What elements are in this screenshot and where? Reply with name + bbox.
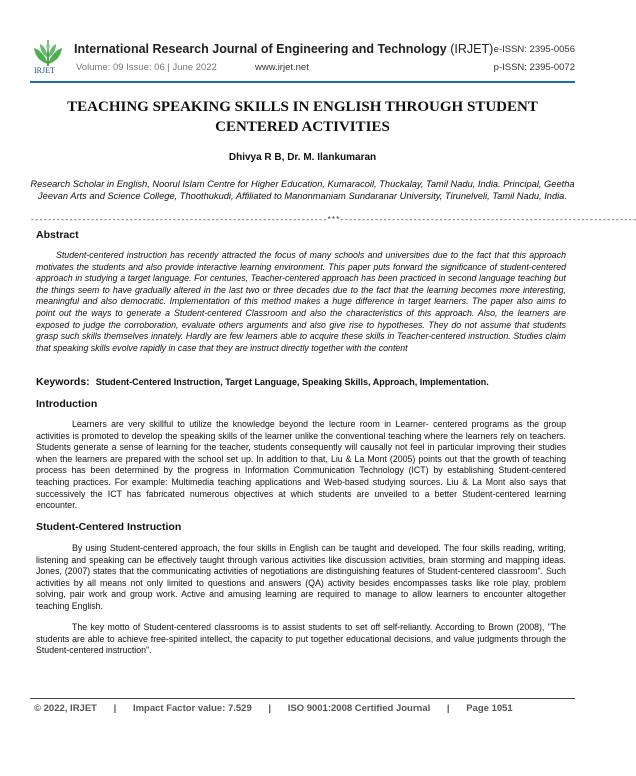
footer-separator: | (268, 703, 272, 714)
student-centered-para-1: By using Student-centered approach, the four skills in English can be taught and developed. The four skills reading, writing, listening and speaking can be effectively taught through various activities like discussion activities, brain storming and mapping ideas. Jones, (2007) states that the communicating activities of negotiations are distinguishing features of Student-centered classroom". Such activities by all means not only limited to questions and answers (QA) activity besides encompasses tasks like role play, problem solving, pair work and group work. Active and amusing learning are required to manage to allow learners to encounter altogether teaching English. (36, 543, 566, 611)
footer-separator: | (113, 703, 117, 714)
header-divider (30, 81, 575, 83)
student-centered-heading: Student-Centered Instruction (36, 521, 182, 533)
footer-iso: ISO 9001:2008 Certified Journal (287, 703, 431, 714)
page-header (30, 38, 575, 78)
student-centered-para-2: The key motto of Student-centered classrooms is to assist students to set off self-reliantly. According to Brown (2008), "The students are able to achieve free-spirited intellect, the capacity to put together educational decisions, and value judgments through the Student-centered instruction". (36, 622, 566, 656)
footer-separator: | (446, 703, 450, 714)
page-footer (34, 703, 513, 714)
journal-title (74, 42, 493, 56)
authors: Dhivya R B, Dr. M. Ilankumaran (228, 152, 377, 163)
abstract-heading: Abstract (36, 229, 79, 241)
irjet-logo (30, 38, 70, 76)
footer-impact-factor: Impact Factor value: 7.529 (132, 703, 252, 714)
website-link[interactable]: www.irjet.net (255, 62, 309, 73)
e-issn: e-ISSN: 2395-0056 (493, 44, 575, 55)
keywords (36, 376, 566, 388)
journal-name: International Research Journal of Engineering and Technology (74, 42, 447, 56)
keywords-label: Keywords: (36, 376, 90, 388)
affiliation: Research Scholar in English, Noorul Islam Centre for Higher Education, Kumaracoil, Thuckalay, Tamil Nadu, India. Principal, Geetha Jeevan Arts and Science College, Thoothukudi, Affiliated to Manonmaniam Sundaranar University, Tirunelveli, Tamil Nadu, India. (30, 179, 575, 201)
abstract-text: Student-centered instruction has recently attracted the focus of many schools and universities due to the fact that this approach motivates the students and also provide interactive learning environment. This paper puts forward the significance of student-centered approach in studying a target language. For centuries, Teacher-centered approach has been practiced in second language teaching but the things seem to have gradually altered in the last two or three decades due to the fact that the learning becomes more interesting, meaningful and also democratic. Implementation of this method makes a huge difference in target learners. The paper also aims to point out the ways to generate a Student-centered Classroom and also the characteristics of this approach. Also, the learners are exposed to judge the corroboration, evaluate others arguments and also give rise to hypotheses. They do not assume that students grasp such skills themselves innately. Hardly are few learners able to acquire these skills in Teacher-centered instruction. Studies claim that speaking skills evolve rapidly in case that they are instruct directly together with the content (36, 250, 566, 353)
journal-abbr: (IRJET) (450, 42, 494, 56)
footer-divider (30, 698, 575, 699)
logo-text: IRJET (34, 66, 55, 75)
leaf-logo-icon (30, 38, 66, 68)
introduction-text: Learners are very skillful to utilize the knowledge beyond the lecture room in Learner- centered programs as the group activities is promoted to develop the speaking skills of the learner unlike the conventional teaching where the learners rely on teachers. Students generate a sense of learning for the teacher, students consequently will causally not feel in particular improving their studies when the learners are prepared with the school set up. In addition to that, Liu & La Mont (2005) points out that the growth of teaching process has been determined by the progress in Information Communication Technology (ICT) by establishing Student-centered teaching practices. For example: Multimedia teaching applications and Web-based studying sources. Liu & La Mont also says that successively the ICT has fabricated numerous objectives at which students are unveiled to a better Student-centered learning encounter. (36, 419, 566, 511)
paper-title: TEACHING SPEAKING SKILLS IN ENGLISH THROUGH STUDENT CENTERED ACTIVITIES (67, 99, 538, 135)
keywords-text: Student-Centered Instruction, Target Language, Speaking Skills, Approach, Implementation. (95, 377, 489, 387)
introduction-heading: Introduction (36, 398, 98, 410)
footer-page-number: Page 1051 (466, 703, 513, 714)
footer-copyright: © 2022, IRJET (34, 703, 97, 714)
p-issn: p-ISSN: 2395-0072 (493, 62, 575, 73)
volume-info: Volume: 09 Issue: 06 | June 2022 (76, 62, 217, 73)
separator-line: ---------------------------------------------------------------------***--------------------------------------------------------------------- (30, 216, 636, 225)
